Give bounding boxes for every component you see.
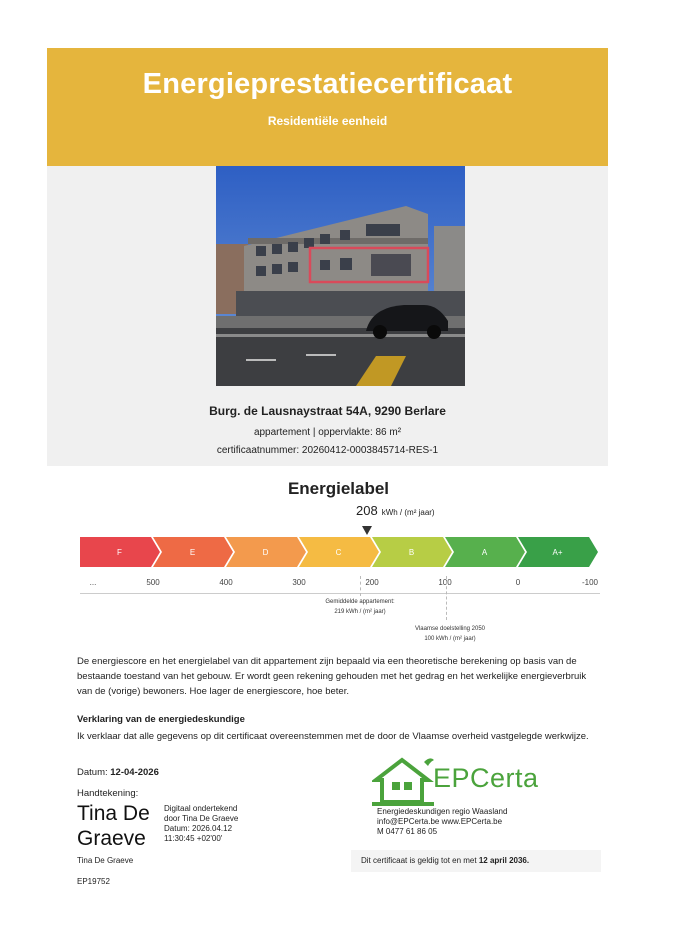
validity-date: 12 april 2036.	[478, 856, 530, 865]
scale-tick-label: 400	[219, 578, 233, 587]
signer-name: Tina De Graeve	[77, 856, 134, 865]
target-reference	[390, 624, 510, 644]
expert-id: EP19752	[77, 877, 110, 886]
energy-class-label: B	[408, 548, 415, 557]
property-address: Burg. de Lausnaystraat 54A, 9290 Berlare	[209, 404, 446, 418]
certificate-title: Energieprestatiecertificaat	[142, 68, 513, 100]
epcerta-logo-text: EPCerta	[433, 763, 539, 793]
scale-tick-label: -100	[581, 578, 599, 587]
digital-signature-line2: door Tina De Graeve	[164, 814, 239, 823]
validity-notice	[351, 850, 601, 872]
score-marker-icon	[362, 526, 372, 535]
energy-class-label: F	[117, 548, 122, 557]
explanation-text: De energiescore en het energielabel van dit appartement zijn bepaald via een theoretische berekening op basis van de bestaande toestand van het gebouw. Er wordt geen rekening gehouden met het gedrag en het werkelijke energieverbruik van de (vorige) bewoners. Hoe lager de energiescore, hoe beter.	[77, 656, 587, 697]
scale-tick-label: 300	[292, 578, 306, 587]
energy-score	[356, 503, 435, 518]
validity-text: Dit certificaat is geldig tot en met	[361, 856, 477, 865]
scale-tick-label: 100	[438, 578, 452, 587]
scale-tick-label: 0	[515, 578, 521, 587]
epcerta-line3: M 0477 61 86 05	[377, 827, 438, 836]
certificate-subtitle: Residentiële eenheid	[267, 114, 388, 128]
energy-class-label: A	[481, 548, 488, 557]
energy-class-label: E	[189, 548, 196, 557]
energy-class-label: C	[335, 548, 342, 557]
scale-tick-label: 200	[365, 578, 379, 587]
digital-signature-line3: Datum: 2026.04.12	[164, 824, 233, 833]
signature-name-line2: Graeve	[77, 827, 146, 850]
energy-score-value: 208	[356, 503, 378, 518]
digital-signature-info	[164, 804, 238, 844]
property-type-area: appartement | oppervlakte: 86 m²	[253, 427, 402, 438]
building-photo	[216, 166, 465, 386]
epcerta-contact	[377, 807, 507, 837]
scale-tick-label: ...	[89, 578, 97, 587]
handwritten-signature	[77, 801, 150, 851]
average-reference-value: 219 kWh / (m² jaar)	[334, 609, 386, 615]
declaration-text: Ik verklaar dat alle gegevens op dit certificaat overeenstemmen met de door de Vlaamse overheid vastgelegde werkwijze.	[77, 731, 589, 742]
target-reference-value: 100 kWh / (m² jaar)	[424, 636, 476, 642]
epcerta-line2: info@EPCerta.be www.EPCerta.be	[377, 817, 503, 826]
date-label: Datum:	[77, 767, 108, 778]
signature-name-line1: Tina De	[77, 802, 150, 825]
energy-score-unit: kWh / (m² jaar)	[381, 508, 435, 517]
energy-class-label: D	[262, 548, 269, 557]
date-row	[77, 767, 159, 778]
target-reference-label: Vlaamse doelstelling 2050	[414, 626, 486, 632]
energy-label-title: Energielabel	[287, 479, 390, 498]
epcerta-line1: Energiedeskundigen regio Waasland	[377, 807, 508, 816]
scale-tick-label: 500	[146, 578, 160, 587]
certificate-number: certificaatnummer: 20260412-0003845714-RES-1	[216, 445, 439, 456]
digital-signature-line4: 11:30:45 +02'00'	[164, 834, 223, 843]
date-value: 12-04-2026	[110, 767, 159, 778]
energy-class-arrows	[80, 536, 600, 572]
signature-label: Handtekening:	[77, 788, 139, 799]
average-reference	[300, 597, 420, 617]
target-reference-line	[446, 576, 447, 620]
declaration-title: Verklaring van de energiedeskundige	[77, 714, 245, 725]
header-banner	[47, 48, 608, 166]
average-reference-line	[360, 576, 361, 596]
energy-class-label: A+	[552, 548, 563, 557]
average-reference-label: Gemiddelde appartement:	[325, 599, 395, 605]
digital-signature-line1: Digitaal ondertekend	[164, 804, 238, 813]
